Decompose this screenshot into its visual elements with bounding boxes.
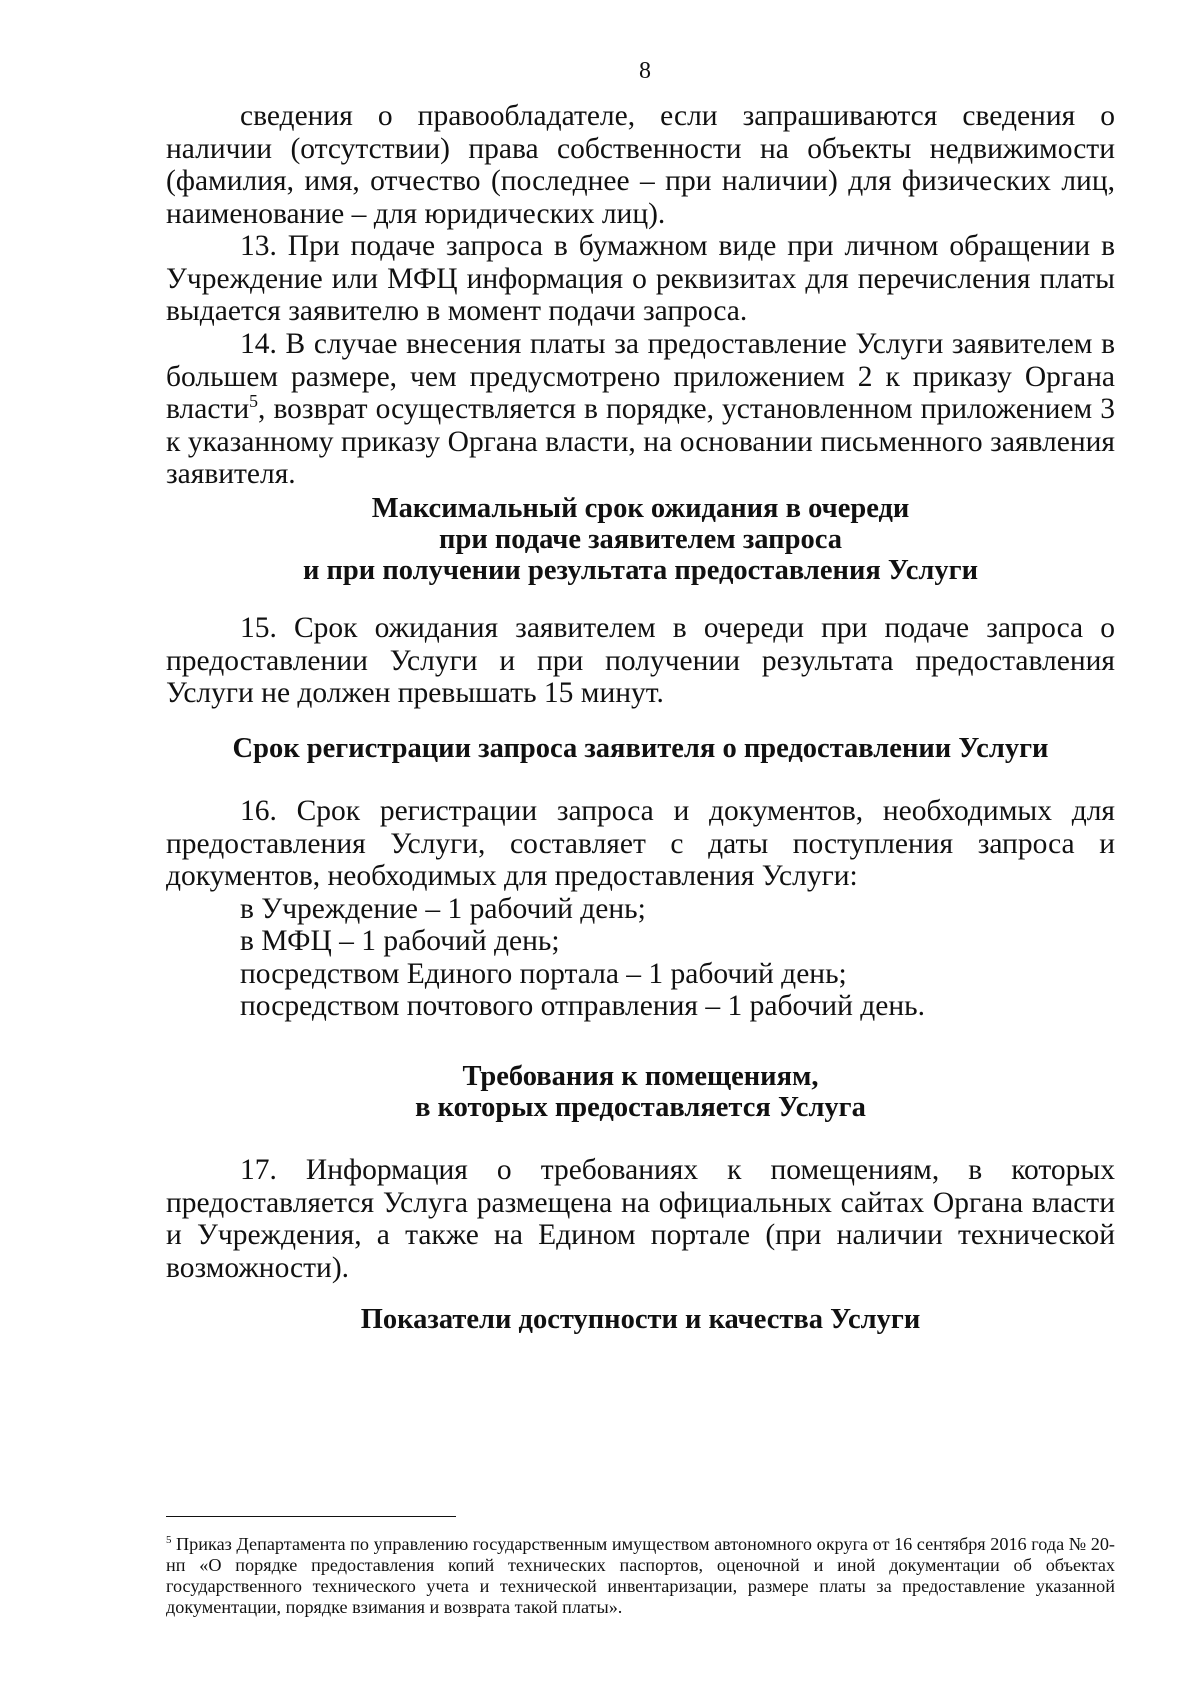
para-cont-text: сведения о правообладателе, если запрашиваются сведения о наличии (отсутствии) права собственности на объекты недвижимости (фамилия, имя, отчество (последнее – при наличии) для физических лиц, наименование – для юридических лиц). <box>166 100 1115 230</box>
heading-1-line2: при подаче заявителем запроса <box>439 524 842 555</box>
list-item: в Учреждение – 1 рабочий день; <box>240 892 646 925</box>
footnote-ref: 5 <box>249 391 258 412</box>
para-16-text: 16. Срок регистрации запроса и документов, необходимых для предоставления Услуги, составляет с даты поступления запроса и документов, необходимых для предоставления Услуги: <box>166 795 1115 892</box>
para-15 <box>166 612 1115 710</box>
list-item: посредством Единого портала – 1 рабочий день; <box>240 957 847 990</box>
heading-1-line1: Максимальный срок ожидания в очереди <box>371 493 910 524</box>
footnote-text: Приказ Департамента по управлению государственным имуществом автономного округа от 16 сентября 2016 года № 20-нп «О порядке предоставления копий технических паспортов, оценочной и иной документации об объектах государственного технического учета и технической инвентаризации, размере платы за предоставление указанной документации, порядке взимания и возврата такой платы». <box>166 1534 1115 1617</box>
heading-1-line3: и при получении результата предоставления Услуги <box>302 555 979 586</box>
para-13 <box>166 230 1115 328</box>
para-15-text: 15. Срок ожидания заявителем в очереди при подаче запроса о предоставлении Услуги и при получении результата предоставления Услуги не должен превышать 15 минут. <box>166 612 1115 709</box>
para-17 <box>166 1154 1115 1284</box>
para-14 <box>166 328 1115 491</box>
para-17-text: 17. Информация о требованиях к помещениям, в которых предоставляется Услуга размещена на официальных сайтах Органа власти и Учреждения, а также на Едином портале (при наличии технической возможности). <box>166 1154 1115 1284</box>
heading-3-line2: в которых предоставляется Услуга <box>415 1092 866 1123</box>
para-continuation <box>166 100 1115 230</box>
para-14-after: , возврат осуществляется в порядке, установленном приложением 3 к указанному приказу Органа власти, на основании письменного заявления заявителя. <box>166 393 1115 490</box>
page-number: 8 <box>639 58 651 84</box>
footnote-separator <box>166 1516 456 1517</box>
heading-quality: Показатели доступности и качества Услуги <box>360 1304 921 1335</box>
para-14-text <box>166 328 1115 491</box>
para-13-text: 13. При подаче запроса в бумажном виде при личном обращении в Учреждение или МФЦ информация о реквизитах для перечисления платы выдается заявителю в момент подачи запроса. <box>166 230 1115 327</box>
para-14-before: 14. В случае внесения платы за предоставление Услуги заявителем в большем размере, чем предусмотрено приложением 2 к приказу Органа власти <box>166 328 1115 425</box>
para-16 <box>166 795 1115 1023</box>
list-item: посредством почтового отправления – 1 рабочий день. <box>240 990 925 1022</box>
footnote-mark: 5 <box>166 1533 172 1546</box>
heading-registration: Срок регистрации запроса заявителя о предоставлении Услуги <box>232 733 1049 764</box>
heading-max-wait <box>166 493 1115 586</box>
heading-3-line1: Требования к помещениям, <box>462 1061 819 1092</box>
footnote <box>166 1534 1115 1618</box>
list-item: в МФЦ – 1 рабочий день; <box>240 925 560 957</box>
heading-premises <box>166 1061 1115 1123</box>
